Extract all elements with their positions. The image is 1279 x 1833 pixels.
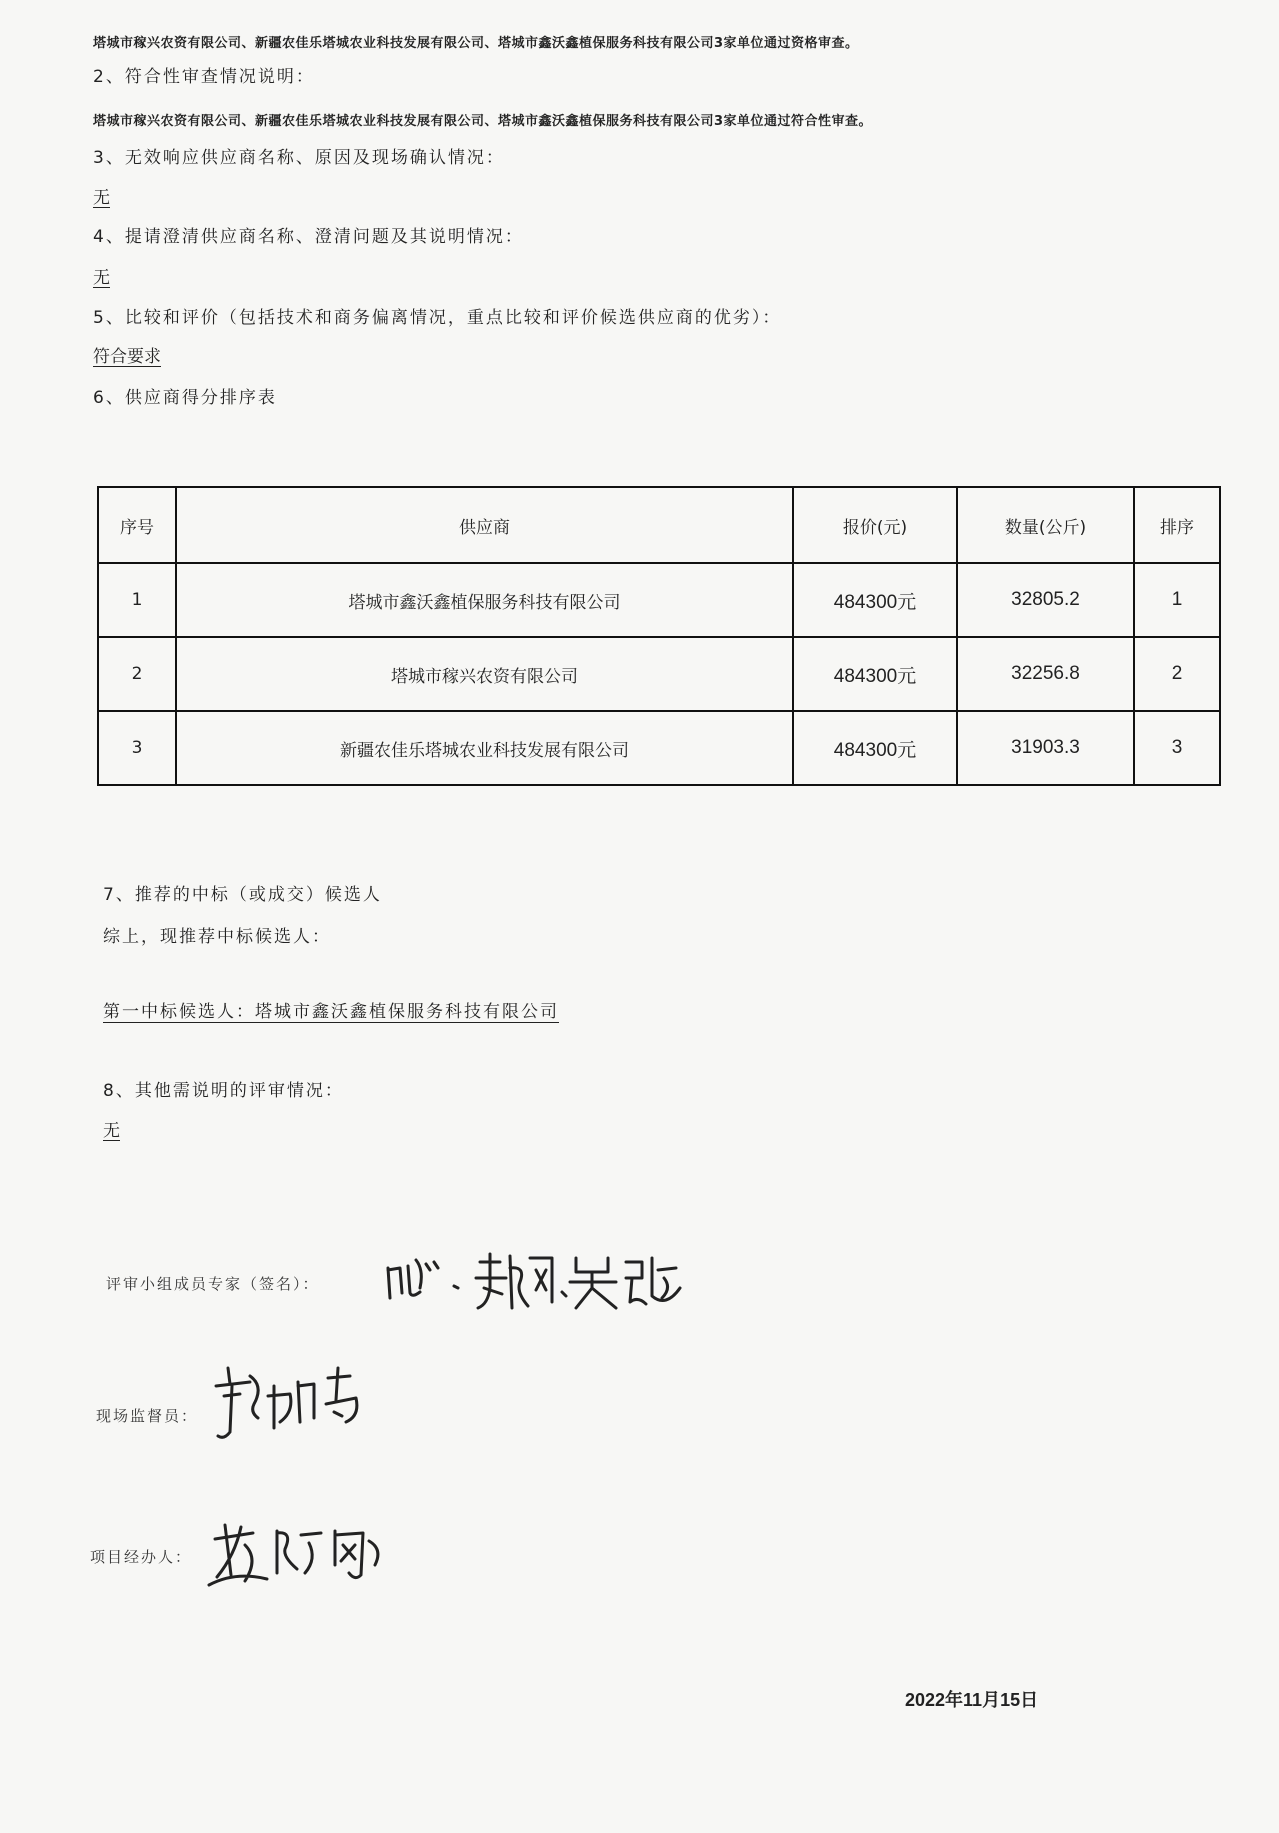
section7-intro: 综上，现推荐中标候选人： <box>103 927 331 947</box>
cell-supplier: 新疆农佳乐塔城农业科技发展有限公司 <box>176 711 793 785</box>
cell-index: 1 <box>98 563 176 637</box>
cell-rank: 1 <box>1134 563 1220 637</box>
header-supplier: 供应商 <box>176 487 793 563</box>
table-row <box>98 637 1220 711</box>
header-price: 报价(元) <box>793 487 957 563</box>
first-candidate: 第一中标候选人：塔城市鑫沃鑫植保服务科技有限公司 <box>103 1002 559 1022</box>
header-quantity: 数量(公斤) <box>957 487 1134 563</box>
panel-signature-label: 评审小组成员专家（签名）： <box>106 1275 320 1293</box>
cell-supplier: 塔城市稼兴农资有限公司 <box>176 637 793 711</box>
manager-label: 项目经办人： <box>90 1548 193 1566</box>
supervisor-label: 现场监督员： <box>96 1407 199 1425</box>
section6-heading: 6、供应商得分排序表 <box>93 388 277 408</box>
manager-signature-handwriting <box>205 1515 395 1595</box>
cell-quantity: 31903.3 <box>957 711 1134 785</box>
cell-index: 3 <box>98 711 176 785</box>
cell-price: 484300元 <box>793 711 957 785</box>
cell-rank: 3 <box>1134 711 1220 785</box>
cell-quantity: 32805.2 <box>957 563 1134 637</box>
supplier-ranking-table <box>97 486 1221 786</box>
cell-price: 484300元 <box>793 637 957 711</box>
cell-index: 2 <box>98 637 176 711</box>
section8-answer: 无 <box>103 1121 120 1141</box>
panel-signatures-handwriting <box>380 1248 770 1328</box>
qualification-review-text: 塔城市稼兴农资有限公司、新疆农佳乐塔城农业科技发展有限公司、塔城市鑫沃鑫植保服务科技有限公司3家单位通过资格审查。 <box>93 36 859 51</box>
section5-answer: 符合要求 <box>93 347 161 367</box>
table-header-row <box>98 487 1220 563</box>
header-rank: 排序 <box>1134 487 1220 563</box>
table-row <box>98 711 1220 785</box>
section3-answer: 无 <box>93 188 110 208</box>
section4-heading: 4、提请澄清供应商名称、澄清问题及其说明情况： <box>93 227 524 247</box>
section4-answer: 无 <box>93 268 110 288</box>
section7-heading: 7、推荐的中标（或成交）候选人 <box>103 885 382 905</box>
header-index: 序号 <box>98 487 176 563</box>
cell-supplier: 塔城市鑫沃鑫植保服务科技有限公司 <box>176 563 793 637</box>
section2-text: 塔城市稼兴农资有限公司、新疆农佳乐塔城农业科技发展有限公司、塔城市鑫沃鑫植保服务科技有限公司3家单位通过符合性审查。 <box>93 114 873 129</box>
document-date: 2022年11月15日 <box>905 1690 1039 1710</box>
section2-heading: 2、符合性审查情况说明： <box>93 67 315 87</box>
cell-quantity: 32256.8 <box>957 637 1134 711</box>
supervisor-signature-handwriting <box>210 1356 370 1451</box>
section5-heading: 5、比较和评价（包括技术和商务偏离情况，重点比较和评价候选供应商的优劣）： <box>93 308 782 328</box>
section3-heading: 3、无效响应供应商名称、原因及现场确认情况： <box>93 148 505 168</box>
cell-price: 484300元 <box>793 563 957 637</box>
section8-heading: 8、其他需说明的评审情况： <box>103 1081 344 1101</box>
table-row <box>98 563 1220 637</box>
cell-rank: 2 <box>1134 637 1220 711</box>
